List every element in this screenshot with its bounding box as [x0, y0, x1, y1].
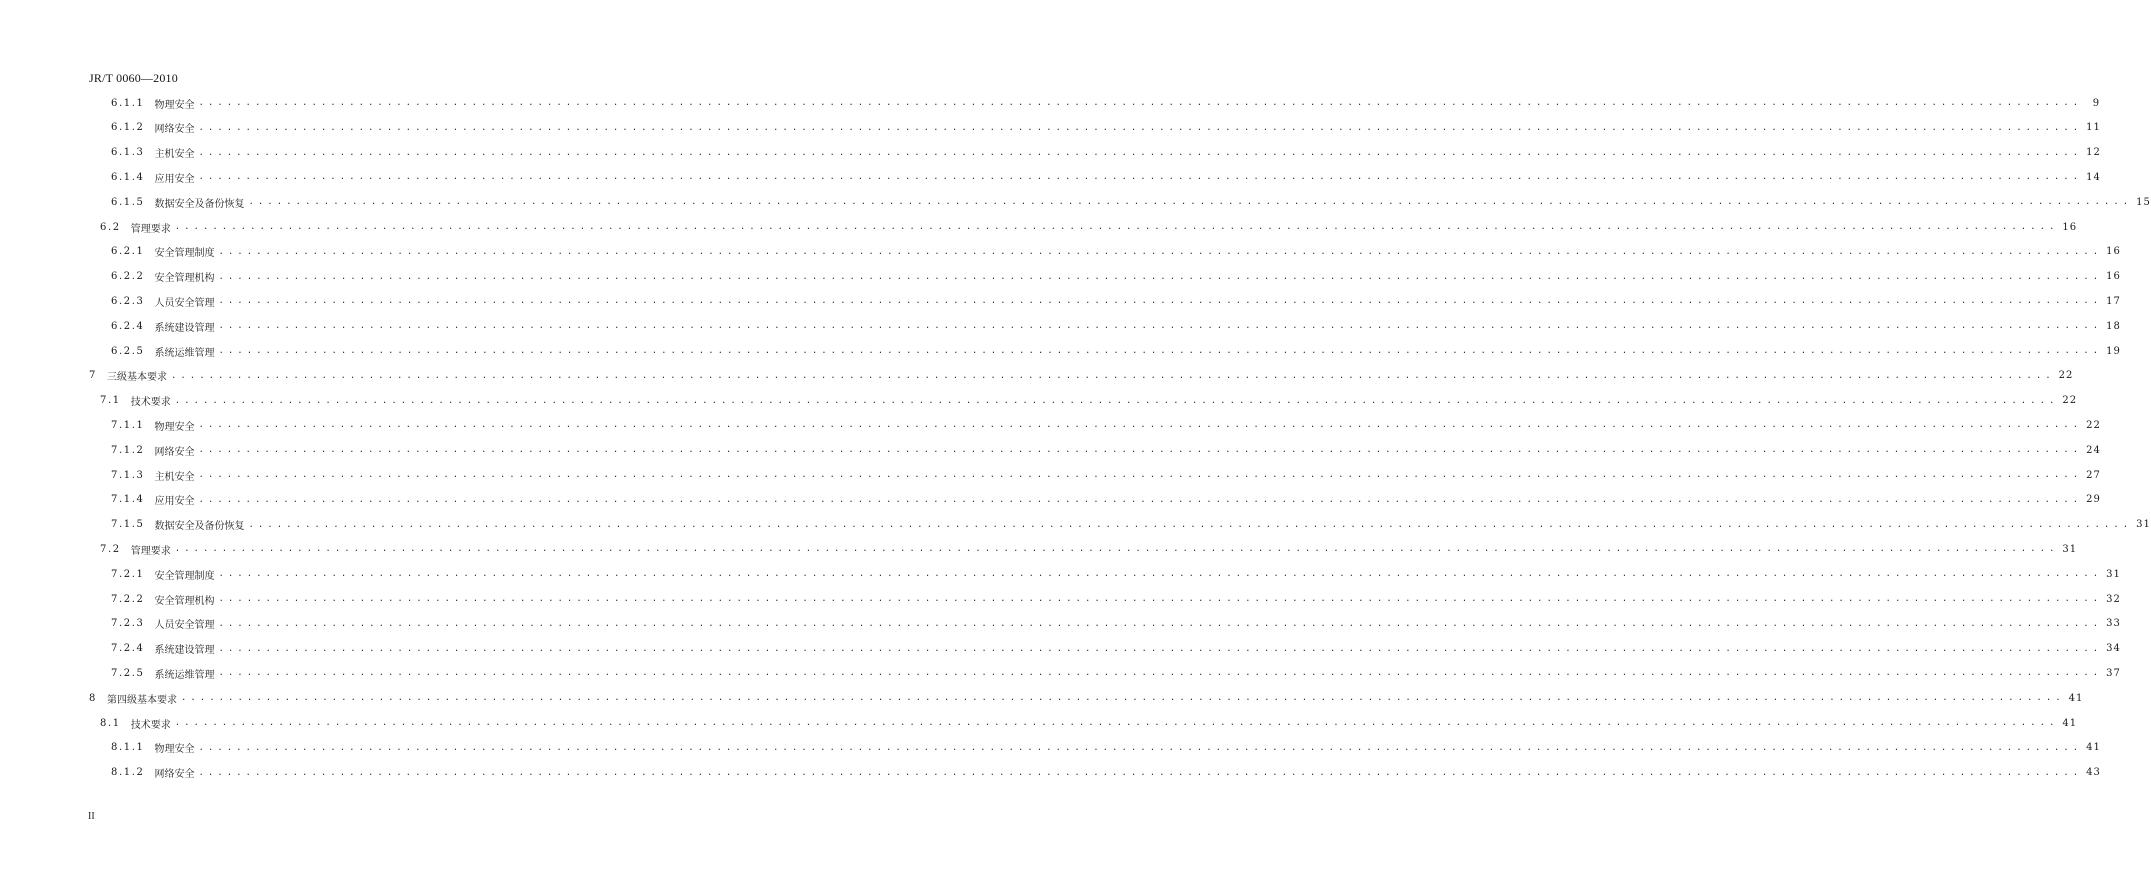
toc-entry[interactable]	[111, 489, 2101, 511]
toc-dot-leader: ........................................................................................................................................................................................................	[174, 222, 2059, 232]
toc-entry-number: 6.1.4	[111, 171, 145, 183]
toc-dot-leader: ........................................................................................................................................................................................................	[198, 420, 2083, 431]
toc-entry-page: 37	[2106, 667, 2121, 679]
toc-entry-page: 29	[2086, 494, 2101, 506]
toc-entry-title: 安全管理机构	[154, 273, 215, 285]
toc-dot-leader: ........................................................................................................................................................................................................	[218, 569, 2103, 580]
toc-entry-title: 数据安全及备份恢复	[154, 521, 245, 533]
toc-entry[interactable]	[89, 687, 2084, 709]
toc-entry[interactable]	[111, 142, 2101, 164]
toc-entry-number: 6.2.5	[111, 345, 145, 357]
toc-entry-number: 7	[89, 370, 97, 382]
toc-entry[interactable]	[100, 216, 2078, 238]
toc-entry-number: 7.2.3	[111, 618, 145, 630]
document-header-code: JR/T 0060—2010	[89, 71, 178, 85]
toc-entry-number: 6.2.4	[111, 320, 145, 332]
toc-entry[interactable]	[111, 638, 2121, 660]
toc-entry-page: 41	[2068, 692, 2084, 704]
toc-entry-title: 网络安全	[154, 124, 195, 136]
toc-dot-leader: ........................................................................................................................................................................................................	[198, 767, 2083, 778]
toc-entry-title: 安全管理机构	[154, 595, 215, 607]
toc-dot-leader: ........................................................................................................................................................................................................	[174, 718, 2059, 728]
toc-entry[interactable]	[89, 365, 2074, 387]
toc-entry[interactable]	[100, 390, 2078, 412]
toc-dot-leader: ........................................................................................................................................................................................................	[198, 122, 2083, 133]
toc-dot-leader: ........................................................................................................................................................................................................	[218, 271, 2103, 282]
toc-dot-leader: ........................................................................................................................................................................................................	[218, 668, 2103, 679]
toc-entry-page: 43	[2086, 767, 2101, 779]
toc-entry-title: 物理安全	[154, 99, 195, 111]
toc-entry-title: 网络安全	[154, 446, 195, 458]
toc-entry-page: 22	[2062, 395, 2078, 407]
toc-entry-title: 物理安全	[154, 744, 195, 756]
toc-entry-title: 系统运维管理	[154, 347, 215, 359]
toc-entry-page: 11	[2086, 122, 2101, 134]
page-number-footer: II	[88, 811, 95, 822]
toc-entry-page: 41	[2086, 742, 2101, 754]
toc-entry-title: 人员安全管理	[154, 620, 215, 632]
toc-dot-leader: ........................................................................................................................................................................................................	[198, 147, 2083, 158]
toc-entry-title: 安全管理制度	[154, 570, 215, 582]
toc-entry-number: 7.1.3	[111, 469, 145, 481]
toc-entry-number: 7.2	[100, 543, 121, 555]
toc-entry-number: 7.1	[100, 395, 121, 407]
toc-entry-number: 7.1.5	[111, 519, 145, 531]
toc-entry-page: 33	[2106, 618, 2121, 630]
toc-dot-leader: ........................................................................................................................................................................................................	[198, 494, 2083, 505]
toc-entry-title: 安全管理制度	[154, 248, 215, 260]
toc-entry[interactable]	[111, 340, 2121, 362]
toc-entry-page: 22	[2086, 419, 2101, 431]
toc-entry-title: 网络安全	[154, 769, 195, 781]
toc-entry[interactable]	[111, 588, 2121, 610]
toc-dot-leader: ........................................................................................................................................................................................................	[198, 742, 2083, 753]
toc-entry-page: 27	[2086, 469, 2101, 481]
toc-entry-page: 24	[2086, 444, 2101, 456]
toc-entry[interactable]	[111, 439, 2101, 461]
toc-dot-leader: ........................................................................................................................................................................................................	[180, 693, 2065, 704]
toc-entry[interactable]	[111, 92, 2101, 114]
toc-entry-page: 41	[2062, 717, 2078, 729]
toc-entry-number: 8.1.1	[111, 742, 145, 754]
toc-entry-number: 7.1.2	[111, 444, 145, 456]
toc-entry-title: 三级基本要求	[106, 372, 167, 384]
toc-dot-leader: ........................................................................................................................................................................................................	[218, 296, 2103, 307]
toc-entry-number: 7.1.1	[111, 419, 145, 431]
toc-entry[interactable]	[111, 662, 2121, 684]
toc-entry-title: 系统建设管理	[154, 645, 215, 657]
toc-entry-number: 7.1.4	[111, 494, 145, 506]
toc-entry-number: 8.1	[100, 717, 121, 729]
toc-entry-page: 22	[2058, 370, 2074, 382]
toc-entry-number: 6.2	[100, 221, 121, 233]
toc-dot-leader: ........................................................................................................................................................................................................	[198, 98, 2083, 108]
toc-entry[interactable]	[111, 266, 2121, 288]
toc-entry-title: 主机安全	[154, 471, 195, 483]
toc-dot-leader: ........................................................................................................................................................................................................	[174, 395, 2059, 406]
toc-entry-page: 12	[2086, 147, 2101, 159]
toc-entry-title: 管理要求	[130, 545, 171, 557]
toc-entry-number: 6.1.5	[111, 196, 145, 208]
toc-entry-page: 15	[2136, 196, 2151, 208]
toc-entry-page: 16	[2106, 246, 2121, 258]
toc-dot-leader: ........................................................................................................................................................................................................	[218, 594, 2103, 604]
toc-entry[interactable]	[111, 290, 2121, 312]
toc-entry-title: 系统运维管理	[154, 669, 215, 681]
toc-dot-leader: ........................................................................................................................................................................................................	[218, 643, 2103, 654]
toc-entry-page: 14	[2086, 171, 2101, 183]
toc-entry-title: 第四级基本要求	[106, 694, 177, 706]
toc-entry[interactable]	[111, 166, 2101, 188]
toc-entry-title: 人员安全管理	[154, 297, 215, 309]
toc-entry[interactable]	[100, 712, 2078, 734]
toc-dot-leader: ........................................................................................................................................................................................................	[218, 321, 2103, 332]
toc-entry-page: 31	[2136, 519, 2151, 531]
toc-entry-title: 技术要求	[130, 719, 171, 731]
toc-entry-page: 31	[2062, 543, 2078, 555]
toc-dot-leader: ........................................................................................................................................................................................................	[198, 445, 2083, 456]
toc-entry-page: 19	[2106, 345, 2121, 357]
toc-entry[interactable]	[111, 241, 2121, 263]
toc-entry[interactable]	[111, 315, 2121, 337]
toc-entry[interactable]	[111, 191, 2151, 213]
toc-entry[interactable]	[111, 514, 2151, 536]
toc-entry-title: 应用安全	[154, 496, 195, 508]
toc-entry[interactable]	[111, 737, 2101, 759]
toc-entry[interactable]	[111, 414, 2101, 436]
toc-entry-page: 31	[2106, 568, 2121, 580]
toc-entry-number: 6.2.2	[111, 271, 145, 283]
toc-entry-title: 技术要求	[130, 397, 171, 409]
toc-entry-number: 7.2.5	[111, 667, 145, 679]
toc-entry-page: 16	[2106, 271, 2121, 283]
toc-entry-title: 系统建设管理	[154, 322, 215, 334]
toc-dot-leader: ........................................................................................................................................................................................................	[218, 246, 2103, 257]
toc-entry-title: 物理安全	[154, 421, 195, 433]
toc-dot-leader: ........................................................................................................................................................................................................	[198, 172, 2083, 183]
toc-dot-leader: ........................................................................................................................................................................................................	[170, 370, 2055, 381]
toc-entry-page: 17	[2106, 295, 2121, 307]
toc-entry-title: 应用安全	[154, 173, 195, 185]
toc-entry-number: 6.1.3	[111, 147, 145, 159]
toc-entry-number: 6.2.1	[111, 246, 145, 258]
toc-dot-leader: ........................................................................................................................................................................................................	[218, 618, 2103, 629]
toc-entry-number: 8	[89, 692, 97, 704]
toc-entry-page: 32	[2106, 593, 2121, 605]
toc-entry-number: 6.2.3	[111, 295, 145, 307]
toc-entry[interactable]	[111, 613, 2121, 635]
toc-entry-number: 8.1.2	[111, 767, 145, 779]
toc-entry-number: 6.1.2	[111, 122, 145, 134]
toc-dot-leader: ........................................................................................................................................................................................................	[198, 470, 2083, 480]
toc-dot-leader: ........................................................................................................................................................................................................	[248, 197, 2133, 208]
toc-entry-title: 数据安全及备份恢复	[154, 198, 245, 210]
toc-entry-title: 主机安全	[154, 149, 195, 161]
toc-entry-number: 6.1.1	[111, 97, 145, 109]
toc-entry-title: 管理要求	[130, 223, 171, 235]
toc-entry[interactable]	[111, 117, 2101, 139]
toc-entry-number: 7.2.4	[111, 643, 145, 655]
toc-entry[interactable]	[111, 762, 2101, 784]
toc-entry-page: 34	[2106, 643, 2121, 655]
toc-dot-leader: ........................................................................................................................................................................................................	[174, 544, 2059, 555]
toc-dot-leader: ........................................................................................................................................................................................................	[248, 519, 2133, 530]
toc-entry-page: 18	[2106, 320, 2121, 332]
toc-entry[interactable]	[111, 563, 2121, 585]
toc-entry-page: 9	[2092, 97, 2101, 109]
toc-entry[interactable]	[100, 538, 2078, 560]
toc-entry[interactable]	[111, 464, 2101, 486]
toc-entry-number: 7.2.1	[111, 568, 145, 580]
toc-dot-leader: ........................................................................................................................................................................................................	[218, 346, 2103, 356]
toc-entry-page: 16	[2062, 221, 2078, 233]
toc-entry-number: 7.2.2	[111, 593, 145, 605]
